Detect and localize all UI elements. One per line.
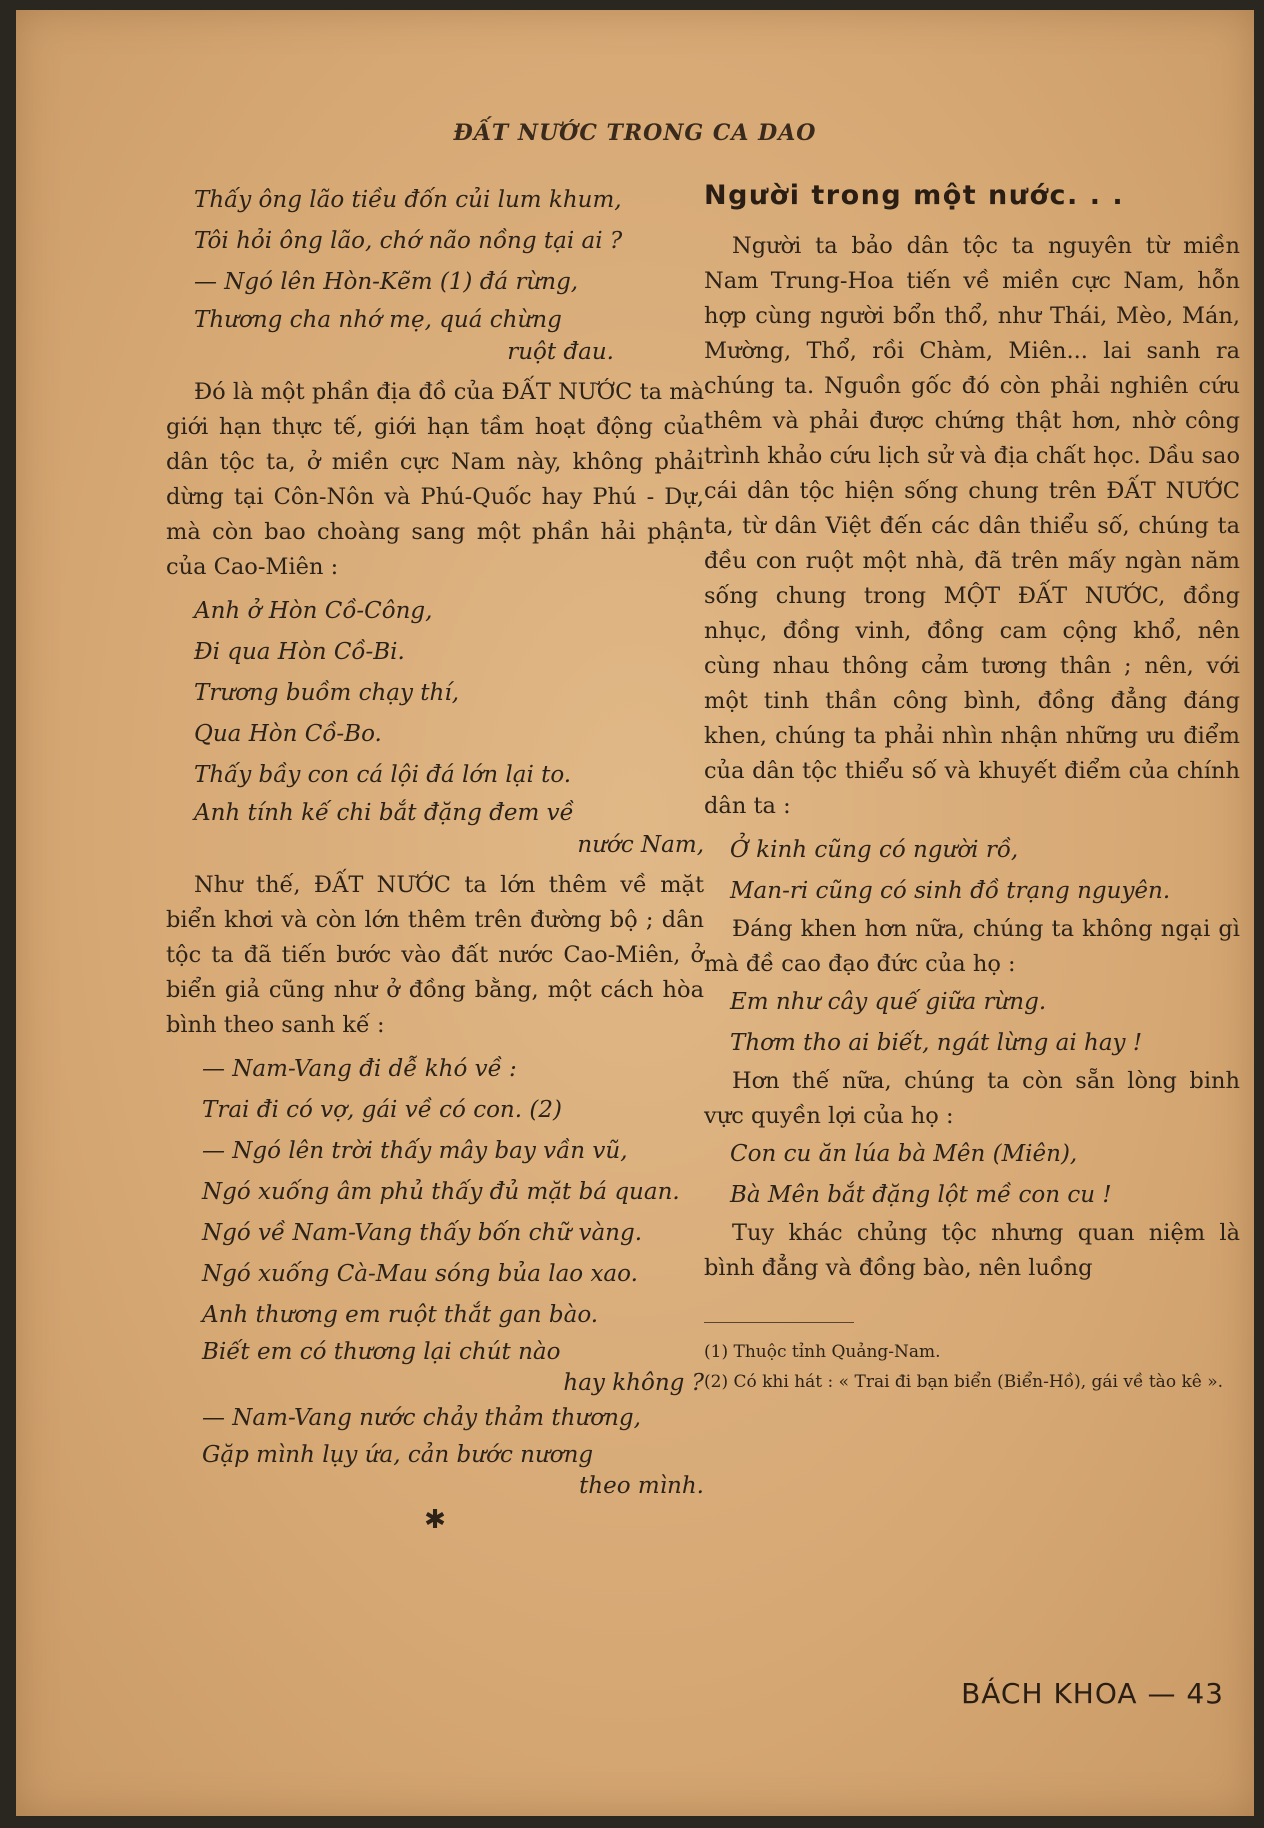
- verse-line: — Nam-Vang nước chảy thảm thương,: [202, 1405, 641, 1431]
- section-title: Người trong một nước. . .: [704, 180, 1125, 211]
- paragraph: Hơn thế nữa, chúng ta còn sẵn lòng binh vực quyền lợi của họ :: [704, 1068, 1240, 1129]
- paragraph: Tuy khác chủng tộc nhưng quan niệm là bình đẳng và đồng bào, nên luồng: [704, 1220, 1240, 1281]
- verse-line: Em như cây quế giữa rừng.: [730, 989, 1047, 1015]
- verse-block: [704, 1134, 1240, 1216]
- verse-line: Thương cha nhớ mẹ, quá chừng: [194, 307, 562, 333]
- running-head: ĐẤT NƯỚC TRONG CA DAO: [453, 120, 817, 146]
- verse-line: Ngó xuống Cà-Mau sóng bủa lao xao.: [202, 1261, 638, 1287]
- verse-line: Con cu ăn lúa bà Mên (Miên),: [730, 1141, 1078, 1167]
- verse-block: [704, 830, 1240, 912]
- footnote: (1) Thuộc tỉnh Quảng-Nam.: [704, 1342, 941, 1362]
- verse-line: nước Nam,: [577, 832, 704, 858]
- verse-line: — Ngó lên trời thấy mây bay vần vũ,: [202, 1138, 628, 1164]
- footnote: (2) Có khi hát : « Trai đi bạn biển (Biển-Hồ), gái về tào kê ».: [704, 1372, 1224, 1392]
- verse-line: Ngó về Nam-Vang thấy bốn chữ vàng.: [202, 1220, 643, 1246]
- verse-line: Thấy ông lão tiều đốn củi lum khum,: [194, 187, 622, 213]
- paragraph: Đáng khen hơn nữa, chúng ta không ngại gì mà đề cao đạo đức của họ :: [704, 916, 1240, 977]
- magazine-page: [16, 10, 1254, 1816]
- verse-line: Biết em có thương lại chút nào: [202, 1339, 561, 1365]
- verse-line: Anh thương em ruột thắt gan bào.: [202, 1302, 599, 1328]
- verse-line: Ngó xuống âm phủ thấy đủ mặt bá quan.: [202, 1179, 680, 1205]
- verse-line: Đi qua Hòn Cồ-Bi.: [194, 639, 405, 665]
- verse-block: [166, 180, 704, 367]
- verse-line: Trai đi có vợ, gái về có con. (2): [202, 1097, 562, 1123]
- left-column: [166, 180, 704, 1535]
- verse-line: Ở kinh cũng có người rồ,: [730, 837, 1019, 863]
- verse-line: Anh tính kế chi bắt đặng đem về: [194, 800, 574, 826]
- paragraph: Đó là một phần địa đồ của ĐẤT NƯỚC ta mà giới hạn thực tế, giới hạn tầm hoạt động của dân tộc ta, ở miền cực Nam này, không phải dừng tại Côn-Nôn và Phú-Quốc hay Phú - Dự, mà còn bao choàng sang một phần hải phận của Cao-Miên :: [166, 379, 704, 580]
- verse-line: ruột đau.: [507, 339, 614, 365]
- footnote-divider: [704, 1322, 854, 1323]
- paragraph: Như thế, ĐẤT NƯỚC ta lớn thêm về mặt biển khơi và còn lớn thêm trên đường bộ ; dân tộc ta đã tiến bước vào đất nước Cao-Miên, ở biển giả cũng như ở đồng bằng, một cách hòa bình theo sanh kế :: [166, 872, 704, 1038]
- verse-block: [166, 1049, 704, 1501]
- verse-line: — Nam-Vang đi dễ khó về :: [202, 1056, 517, 1082]
- verse-line: Tôi hỏi ông lão, chớ não nồng tại ai ?: [194, 228, 623, 254]
- page-footer: BÁCH KHOA — 43: [961, 1677, 1224, 1710]
- verse-line: Thơm tho ai biết, ngát lừng ai hay !: [730, 1030, 1143, 1056]
- verse-line: Gặp mình lụy ứa, cản bước nương: [202, 1442, 594, 1468]
- verse-block: [166, 591, 704, 860]
- verse-line: Anh ở Hòn Cồ-Công,: [194, 598, 433, 624]
- paragraph: Người ta bảo dân tộc ta nguyên từ miền Nam Trung-Hoa tiến về miền cực Nam, hỗn hợp cùng người bổn thổ, như Thái, Mèo, Mán, Mường, Thổ, rồi Chàm, Miên... lai sanh ra chúng ta. Nguồn gốc đó còn phải nghiên cứu thêm và phải được chứng thật hơn, nhờ công trình khảo cứu lịch sử và địa chất học. Dầu sao cái dân tộc hiện sống chung trên ĐẤT NƯỚC ta, từ dân Việt đến các dân thiểu số, chúng ta đều con ruột một nhà, đã trên mấy ngàn năm sống chung trong MỘT ĐẤT NƯỚC, đồng nhục, đồng vinh, đồng cam cộng khổ, nên cùng nhau thông cảm tương thân ; nên, với một tinh thần công bình, đồng đẳng đáng khen, chúng ta phải nhìn nhận những ưu điểm của dân tộc thiểu số và khuyết điểm của chính dân ta :: [704, 233, 1240, 819]
- verse-line: Bà Mên bắt đặng lột mề con cu !: [730, 1182, 1112, 1208]
- verse-line: Man-ri cũng có sinh đồ trạng nguyên.: [730, 878, 1171, 904]
- verse-line: theo mình.: [579, 1473, 704, 1499]
- right-column: [704, 180, 1240, 1397]
- asterisk-ornament-icon: ✱: [424, 1505, 446, 1535]
- verse-line: Trương buồm chạy thí,: [194, 680, 460, 706]
- footnotes: [704, 1337, 1240, 1397]
- verse-line: — Ngó lên Hòn-Kẽm (1) đá rừng,: [194, 269, 579, 295]
- verse-line: Thấy bầy con cá lội đá lớn lại to.: [194, 762, 572, 788]
- verse-line: Qua Hòn Cồ-Bo.: [194, 721, 382, 747]
- verse-block: [704, 982, 1240, 1064]
- verse-line: hay không ?: [563, 1370, 704, 1396]
